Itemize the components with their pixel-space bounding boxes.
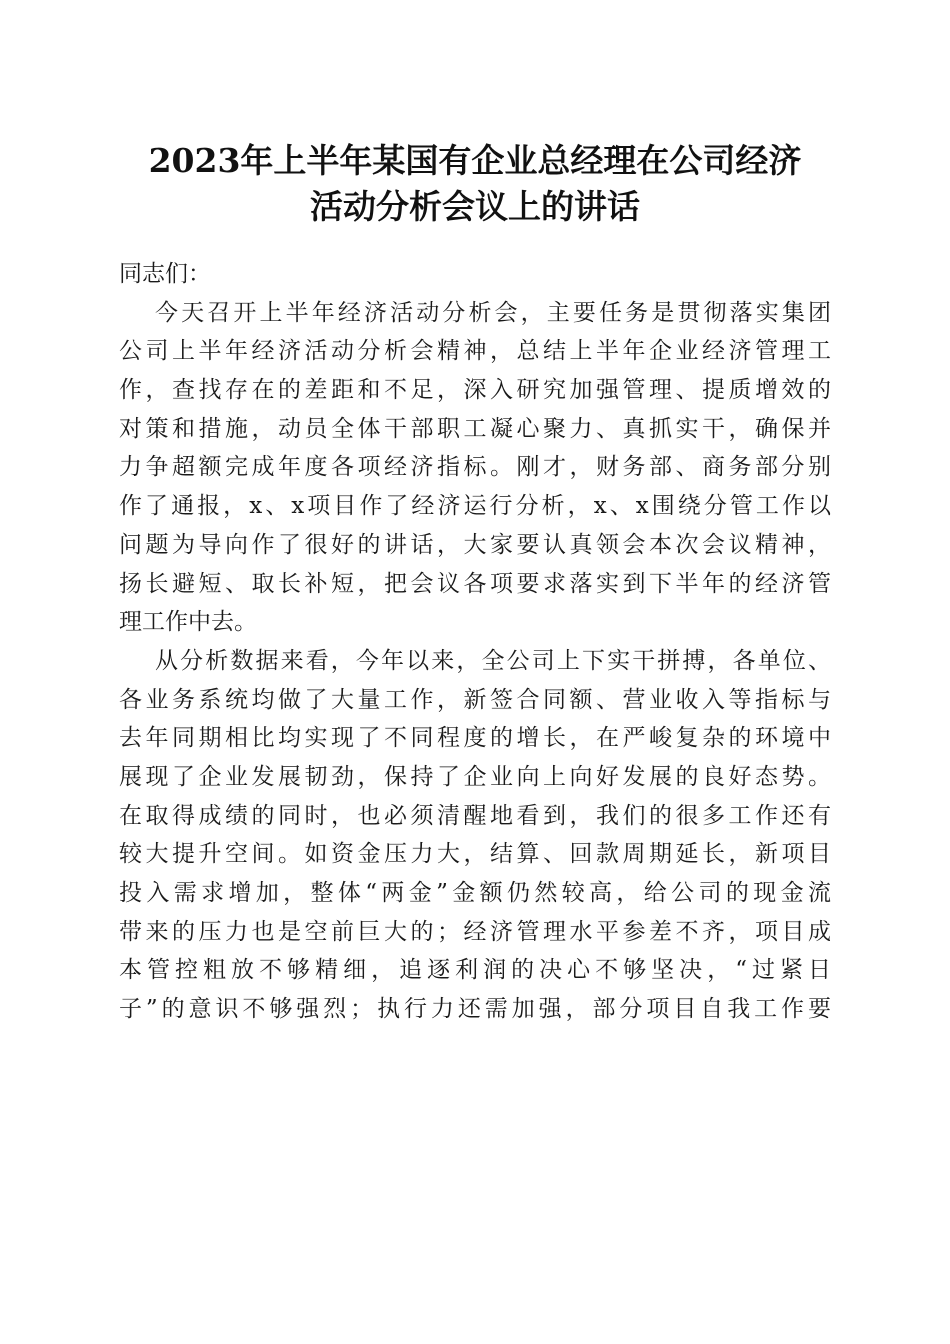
paragraph-line: 在取得成绩的同时，也必须清醒地看到，我们的很多工作还有 <box>119 802 831 829</box>
paragraph-line: 本管控粗放不够精细，追逐利润的决心不够坚决，“过紧日 <box>119 957 831 984</box>
paragraph-line: 问题为导向作了很好的讲话，大家要认真领会本次会议精神， <box>119 531 831 558</box>
title-line-1: 2023年上半年某国有企业总经理在公司经济 <box>148 141 802 180</box>
paragraph-line: 从分析数据来看，今年以来，全公司上下实干拼搏，各单位、 <box>155 647 831 674</box>
paragraph-line: 去年同期相比均实现了不同程度的增长，在严峻复杂的环境中 <box>119 725 831 752</box>
paragraph-line: 力争超额完成年度各项经济指标。刚才，财务部、商务部分别 <box>119 454 831 481</box>
paragraph-line: 较大提升空间。如资金压力大，结算、回款周期延长，新项目 <box>119 841 831 868</box>
paragraph-1 <box>119 294 831 642</box>
paragraph-line: 作，查找存在的差距和不足，深入研究加强管理、提质增效的 <box>119 377 831 404</box>
paragraph-2 <box>119 642 831 1029</box>
paragraph-line: 对策和措施，动员全体干部职工凝心聚力、真抓实干，确保并 <box>119 415 831 442</box>
paragraph-line: 展现了企业发展韧劲，保持了企业向上向好发展的良好态势。 <box>119 763 831 790</box>
paragraph-line: 理工作中去。 <box>119 609 257 636</box>
document-body <box>119 255 831 1029</box>
paragraph-line: 带来的压力也是空前巨大的；经济管理水平参差不齐，项目成 <box>119 918 831 945</box>
paragraph-line: 公司上半年经济活动分析会精神，总结上半年企业经济管理工 <box>119 338 831 365</box>
paragraph-line: 各业务系统均做了大量工作，新签合同额、营业收入等指标与 <box>119 686 831 713</box>
paragraph-line: 投入需求增加，整体“两金”金额仍然较高，给公司的现金流 <box>119 880 831 906</box>
paragraph-line: 子”的意识不够强烈；执行力还需加强，部分项目自我工作要 <box>119 996 831 1023</box>
paragraph-line: 扬长避短、取长补短，把会议各项要求落实到下半年的经济管 <box>119 570 831 597</box>
paragraph-line: 今天召开上半年经济活动分析会，主要任务是贯彻落实集团 <box>155 299 831 326</box>
title-line-2: 活动分析会议上的讲话 <box>310 187 640 226</box>
salutation: 同志们： <box>119 261 211 287</box>
document-title <box>100 138 850 230</box>
paragraph-line: 作了通报，x、x项目作了经济运行分析，x、x围绕分管工作以 <box>119 493 831 520</box>
